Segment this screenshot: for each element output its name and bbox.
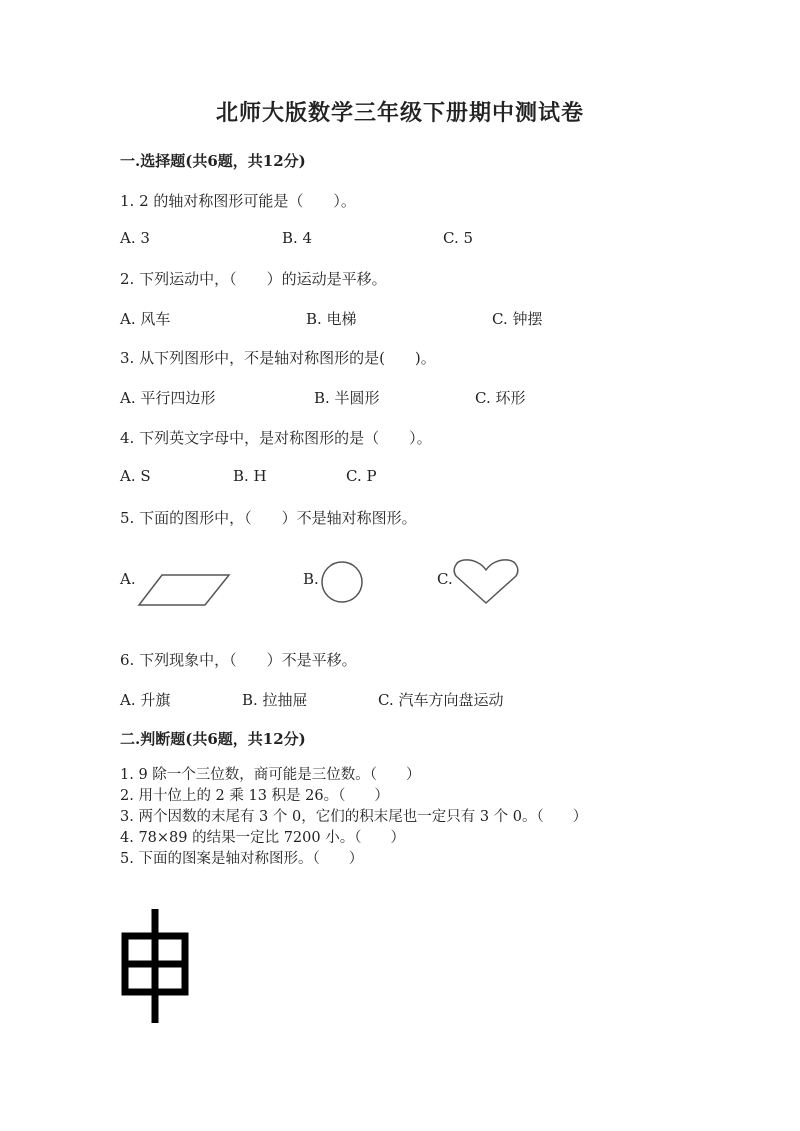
judgement-item-5: 5. 下面的图案是轴对称图形。（ ） <box>120 851 364 867</box>
q4-option-a: A. S <box>120 467 151 485</box>
q6-option-b: B. 拉抽屉 <box>242 691 308 709</box>
judgement-item-4: 4. 78×89 的结果一定比 7200 小。（ ） <box>120 830 405 846</box>
q5-option-b: B. <box>303 570 319 588</box>
q1-option-b: B. 4 <box>282 229 313 247</box>
q3-option-b: B. 半圆形 <box>314 389 380 407</box>
q4-option-b: B. H <box>233 467 267 485</box>
circle-icon <box>321 561 365 605</box>
heart-icon <box>452 558 522 606</box>
section-heading-choice: 一.选择题(共6题，共12分) <box>120 152 306 170</box>
q6-option-a: A. 升旗 <box>120 691 171 709</box>
q6-option-c: C. 汽车方向盘运动 <box>378 691 504 709</box>
q2-option-a: A. 风车 <box>120 310 171 328</box>
zhong-character-icon <box>122 908 188 1024</box>
q1-option-c: C. 5 <box>443 229 474 247</box>
q1-option-a: A. 3 <box>120 229 150 247</box>
page-title: 北师大版数学三年级下册期中测试卷 <box>215 100 584 126</box>
question-5: 5. 下面的图形中，（ ）不是轴对称图形。 <box>120 509 417 527</box>
q3-option-c: C. 环形 <box>475 389 526 407</box>
q5-option-a: A. <box>120 570 136 588</box>
section-heading-judgement: 二.判断题(共6题，共12分) <box>120 730 306 748</box>
question-6: 6. 下列现象中，（ ）不是平移。 <box>120 651 357 669</box>
q4-option-c: C. P <box>346 467 377 485</box>
q5-option-c: C. <box>437 570 453 588</box>
q3-option-a: A. 平行四边形 <box>120 389 216 407</box>
question-1: 1. 2 的轴对称图形可能是（ ）。 <box>120 192 356 210</box>
parallelogram-icon <box>138 574 232 606</box>
q2-option-b: B. 电梯 <box>306 310 357 328</box>
q2-option-c: C. 钟摆 <box>492 310 543 328</box>
judgement-item-1: 1. 9 除一个三位数，商可能是三位数。（ ） <box>120 767 421 783</box>
question-3: 3. 从下列图形中，不是轴对称图形的是( )。 <box>120 349 436 367</box>
judgement-item-3: 3. 两个因数的末尾有 3 个 0，它们的积末尾也一定只有 3 个 0。（ ） <box>120 809 588 825</box>
question-4: 4. 下列英文字母中，是对称图形的是（ ）。 <box>120 429 432 447</box>
judgement-item-2: 2. 用十位上的 2 乘 13 积是 26。（ ） <box>120 788 389 804</box>
question-2: 2. 下列运动中，（ ）的运动是平移。 <box>120 270 387 288</box>
